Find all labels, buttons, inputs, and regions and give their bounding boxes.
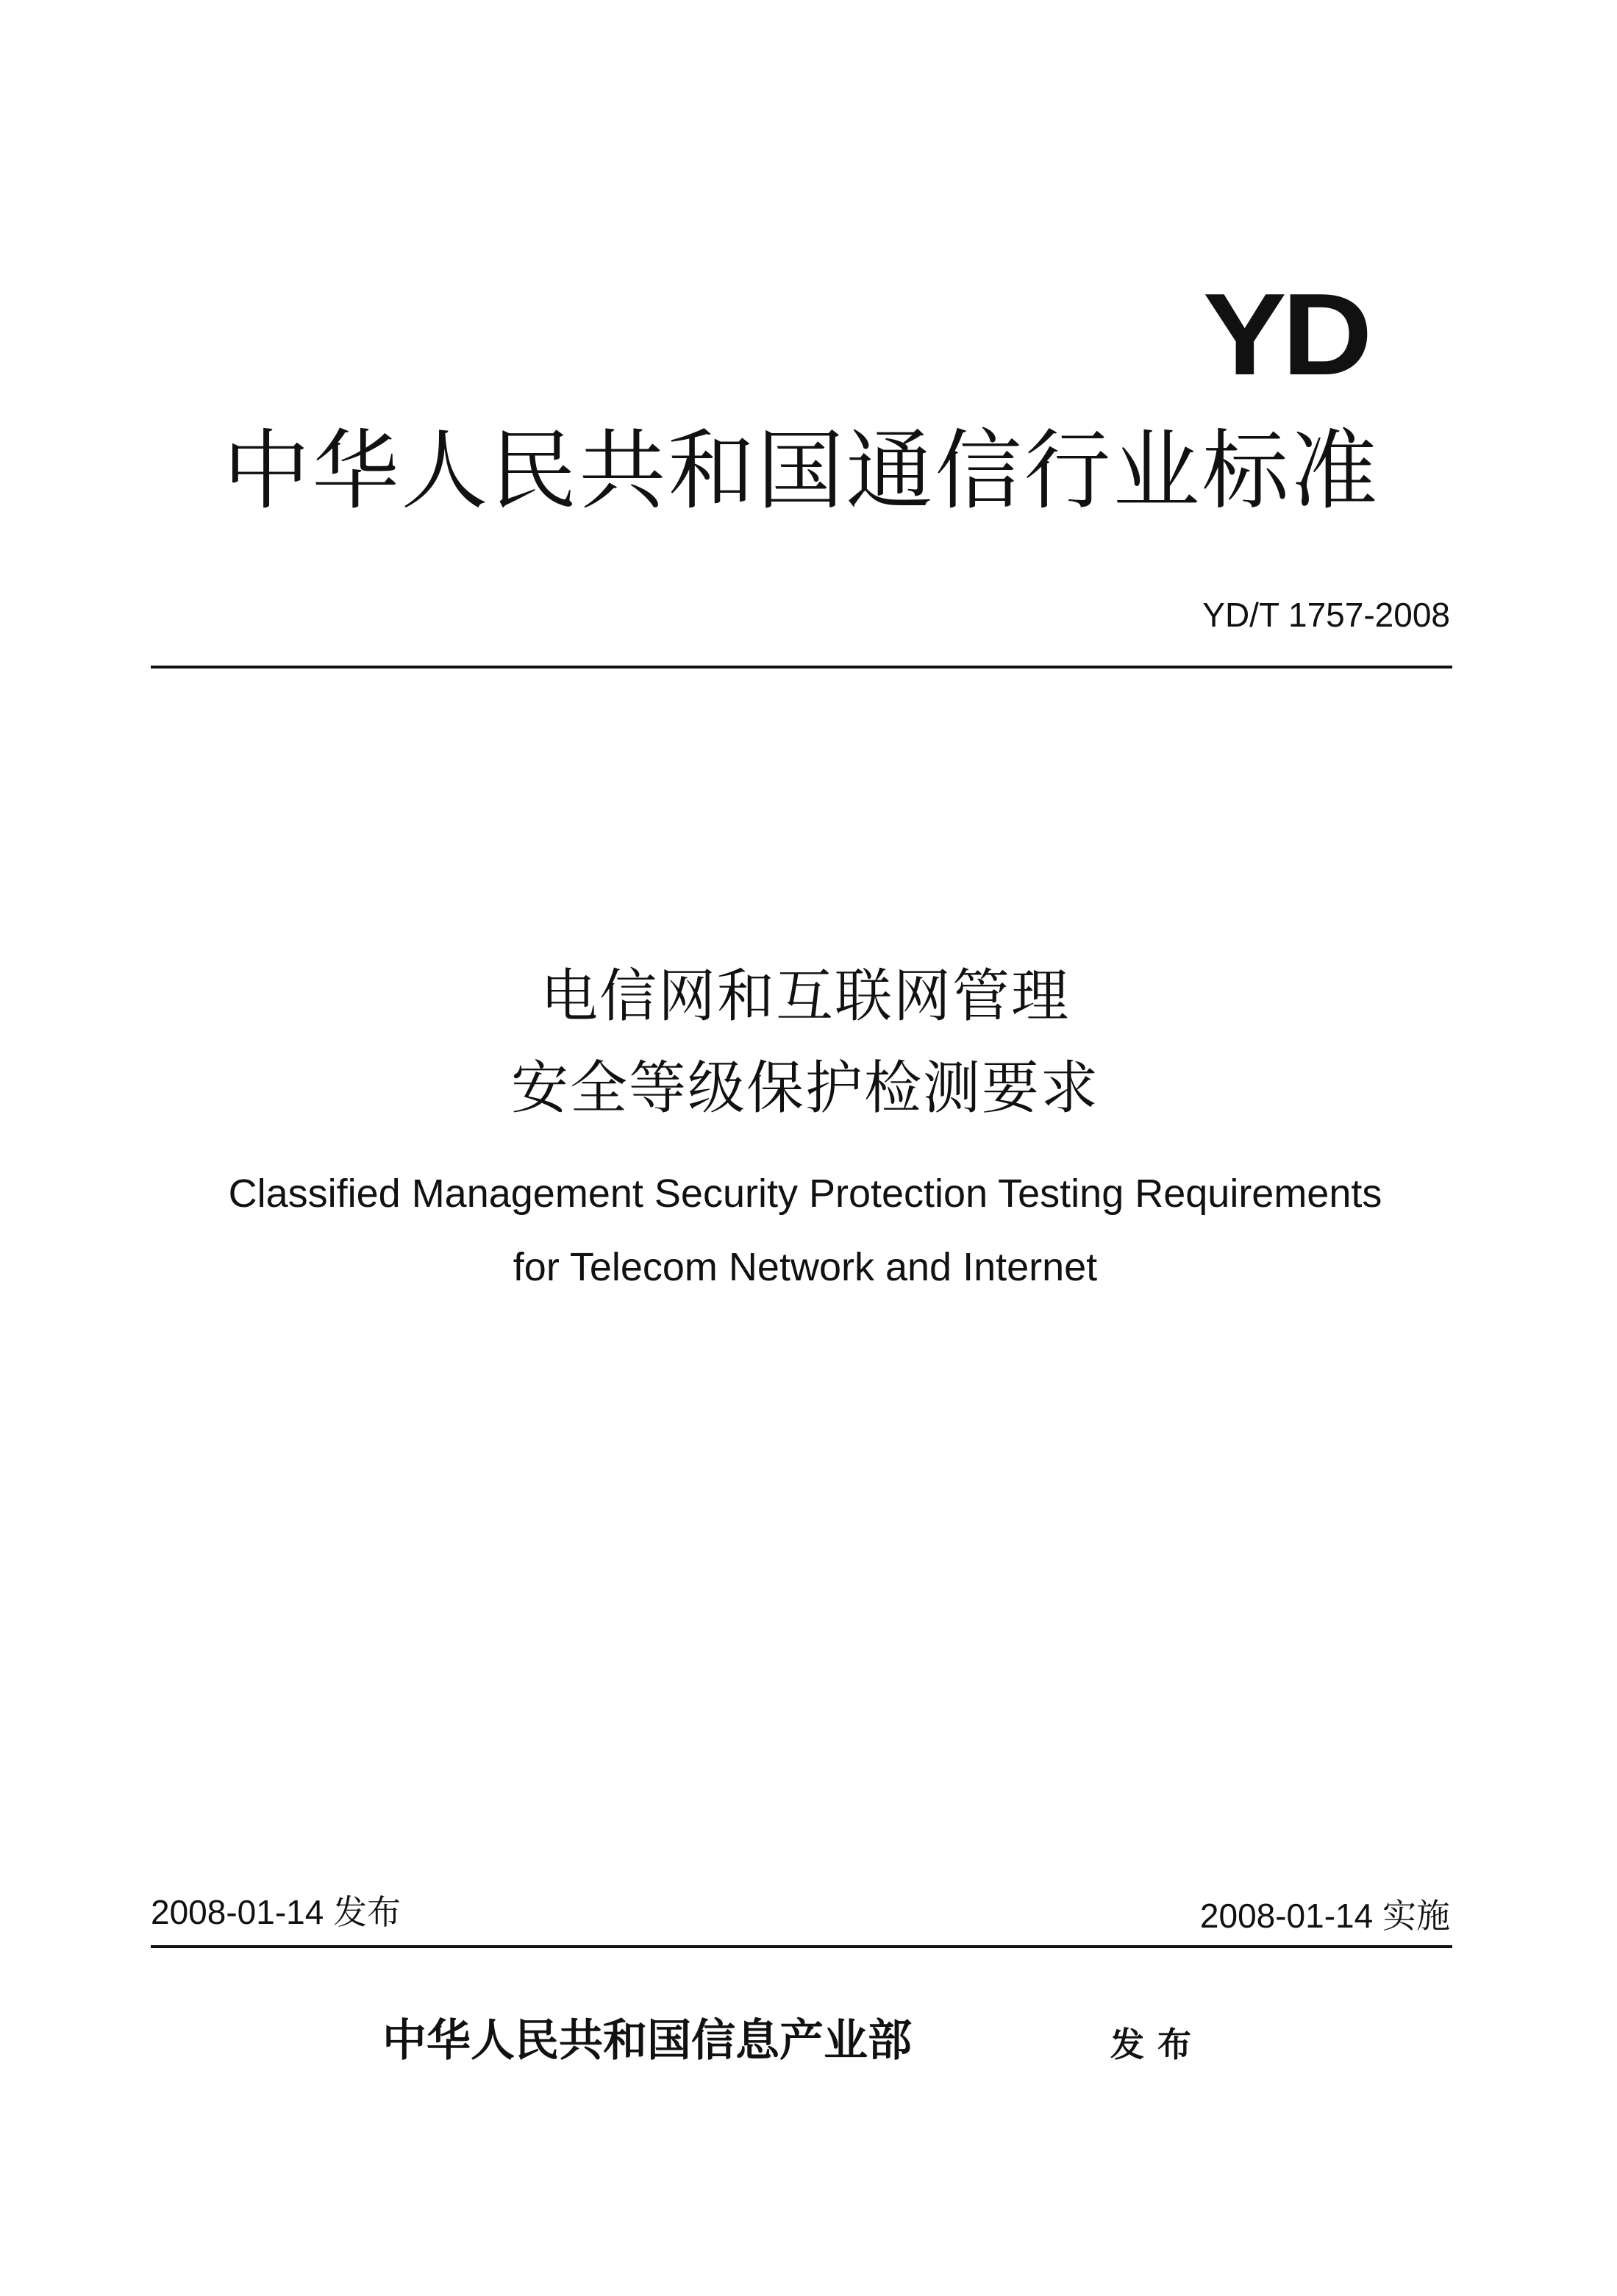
issuing-authority: 中华人民共和国信息产业部	[382, 2015, 912, 2067]
chinese-title-line-1: 电信网和互联网管理	[540, 963, 1070, 1030]
english-title-line-1: Classified Management Security Protection Testing Requirements	[228, 1172, 1382, 1216]
implement-date: 2008-01-14 实施	[1199, 1897, 1450, 1935]
standard-logo: YD	[1202, 270, 1368, 399]
standard-category-title: 中华人民共和国通信行业标准	[223, 420, 1380, 521]
header-divider	[151, 666, 1452, 669]
publish-date: 2008-01-14 发布	[151, 1893, 401, 1931]
standard-number: YD/T 1757-2008	[1202, 596, 1450, 634]
chinese-title-line-2: 安全等级保护检测要求	[510, 1055, 1099, 1122]
issued-by-label: 发布	[1110, 2025, 1204, 2064]
footer-divider	[151, 1945, 1452, 1948]
english-title-line-2: for Telecom Network and Internet	[513, 1245, 1098, 1289]
